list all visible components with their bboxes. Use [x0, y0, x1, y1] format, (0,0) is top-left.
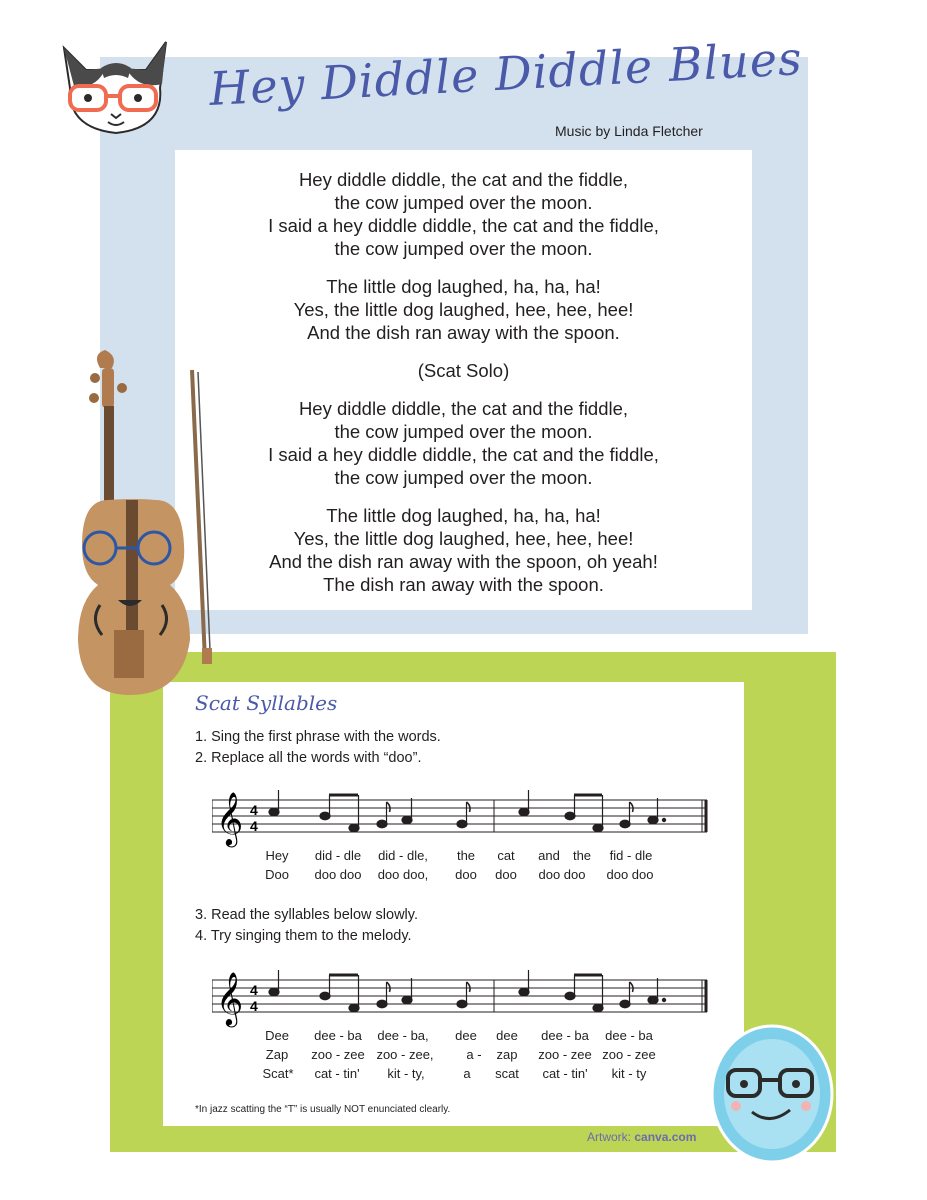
- syllable: cat - tin': [542, 1066, 588, 1081]
- artwork-credit: [587, 1130, 696, 1144]
- treble-clef-icon: 𝄞: [216, 971, 244, 1025]
- lyric-line: Yes, the little dog laughed, hee, hee, hee!: [293, 299, 634, 320]
- time-signature-bottom: 4: [250, 818, 258, 834]
- plate-face-icon: [708, 1022, 838, 1167]
- syllable: dee - ba: [541, 1028, 589, 1043]
- lyric-line: The little dog laughed, ha, ha, ha!: [326, 276, 601, 297]
- lyric-line: the cow jumped over the moon.: [334, 238, 593, 259]
- step-4: 4. Try singing them to the melody.: [195, 928, 412, 944]
- syllable: zoo - zee: [602, 1047, 656, 1062]
- footnote: *In jazz scatting the “T” is usually NOT enunciated clearly.: [195, 1104, 451, 1115]
- lyric-line: And the dish ran away with the spoon, oh yeah!: [269, 551, 658, 572]
- syllable: doo doo: [538, 867, 586, 882]
- lyric-line: The dish ran away with the spoon.: [323, 574, 604, 595]
- syllable: fid - dle: [609, 848, 653, 863]
- lyric-line: And the dish ran away with the spoon.: [307, 322, 620, 343]
- artwork-label: Artwork:: [587, 1130, 632, 1144]
- lyric-line: Hey diddle diddle, the cat and the fiddle,: [298, 169, 629, 190]
- syllable: doo doo: [606, 867, 654, 882]
- stanza-1: [175, 168, 752, 260]
- music-staff-2: [212, 970, 712, 1030]
- syllable: doo doo: [314, 867, 362, 882]
- syllable: cat: [497, 848, 515, 863]
- step-1: 1. Sing the first phrase with the words.: [195, 729, 441, 745]
- lyric-line: the cow jumped over the moon.: [334, 192, 593, 213]
- lyric-line: the cow jumped over the moon.: [334, 467, 593, 488]
- violin-glasses-icon: [70, 350, 230, 700]
- syllable: zoo - zee: [311, 1047, 365, 1062]
- syllable: dee - ba,: [377, 1028, 429, 1043]
- syllable: zoo - zee: [538, 1047, 592, 1062]
- stanza-5: [175, 504, 752, 596]
- cat-glasses-icon: [56, 38, 176, 138]
- syllable: doo: [455, 867, 477, 882]
- syllable: did - dle,: [378, 848, 428, 863]
- syllable: scat: [495, 1066, 519, 1081]
- syllable: a: [463, 1066, 471, 1081]
- lyric-line: I said a hey diddle diddle, the cat and the fiddle,: [268, 215, 659, 236]
- lyric-line: The little dog laughed, ha, ha, ha!: [326, 505, 601, 526]
- bow-icon: [192, 370, 212, 664]
- syllable: dee - ba: [314, 1028, 362, 1043]
- syllable: did - dle: [314, 848, 362, 863]
- lyric-line: (Scat Solo): [417, 360, 510, 381]
- syllable: kit - ty,: [387, 1066, 425, 1081]
- syllable: a -: [466, 1047, 482, 1062]
- lyric-line: Yes, the little dog laughed, hee, hee, hee!: [293, 528, 634, 549]
- scat-card: [163, 682, 744, 1126]
- lyrics: [175, 168, 752, 611]
- syllable: Zap: [265, 1047, 289, 1062]
- music-staff-1: [212, 790, 712, 850]
- time-signature-top: 4: [250, 982, 258, 998]
- syllable: the: [456, 848, 476, 863]
- syllable: and: [538, 848, 560, 863]
- syllable: doo doo,: [377, 867, 429, 882]
- artwork-source: canva.com: [634, 1130, 697, 1144]
- syllable: kit - ty: [611, 1066, 647, 1081]
- music-credit: Music by Linda Fletcher: [555, 123, 703, 139]
- stanza-4: [175, 397, 752, 489]
- lyric-line: I said a hey diddle diddle, the cat and the fiddle,: [268, 444, 659, 465]
- syllable: cat - tin': [314, 1066, 360, 1081]
- scat-syllables-title: Scat Syllables: [195, 691, 338, 715]
- time-signature-bottom: 4: [250, 998, 258, 1014]
- syllable: dee: [455, 1028, 477, 1043]
- page-title: Hey Diddle Diddle Blues: [207, 31, 804, 117]
- syllable: dee - ba: [605, 1028, 653, 1043]
- stanza-2: [175, 275, 752, 344]
- syllable: Doo: [265, 867, 289, 882]
- syllable: Scat*: [262, 1066, 294, 1081]
- syllable: dee: [496, 1028, 518, 1043]
- syllable: Hey: [265, 848, 289, 863]
- treble-clef-icon: 𝄞: [216, 791, 244, 845]
- syllable: the: [572, 848, 592, 863]
- syllable: doo: [495, 867, 517, 882]
- stanza-3: [175, 359, 752, 382]
- syllable: zoo - zee,: [376, 1047, 434, 1062]
- step-3: 3. Read the syllables below slowly.: [195, 907, 418, 923]
- lyric-line: Hey diddle diddle, the cat and the fiddle,: [298, 398, 629, 419]
- step-2: 2. Replace all the words with “doo”.: [195, 750, 422, 766]
- syllable: zap: [496, 1047, 518, 1062]
- lyric-line: the cow jumped over the moon.: [334, 421, 593, 442]
- time-signature-top: 4: [250, 802, 258, 818]
- syllable: Dee: [265, 1028, 289, 1043]
